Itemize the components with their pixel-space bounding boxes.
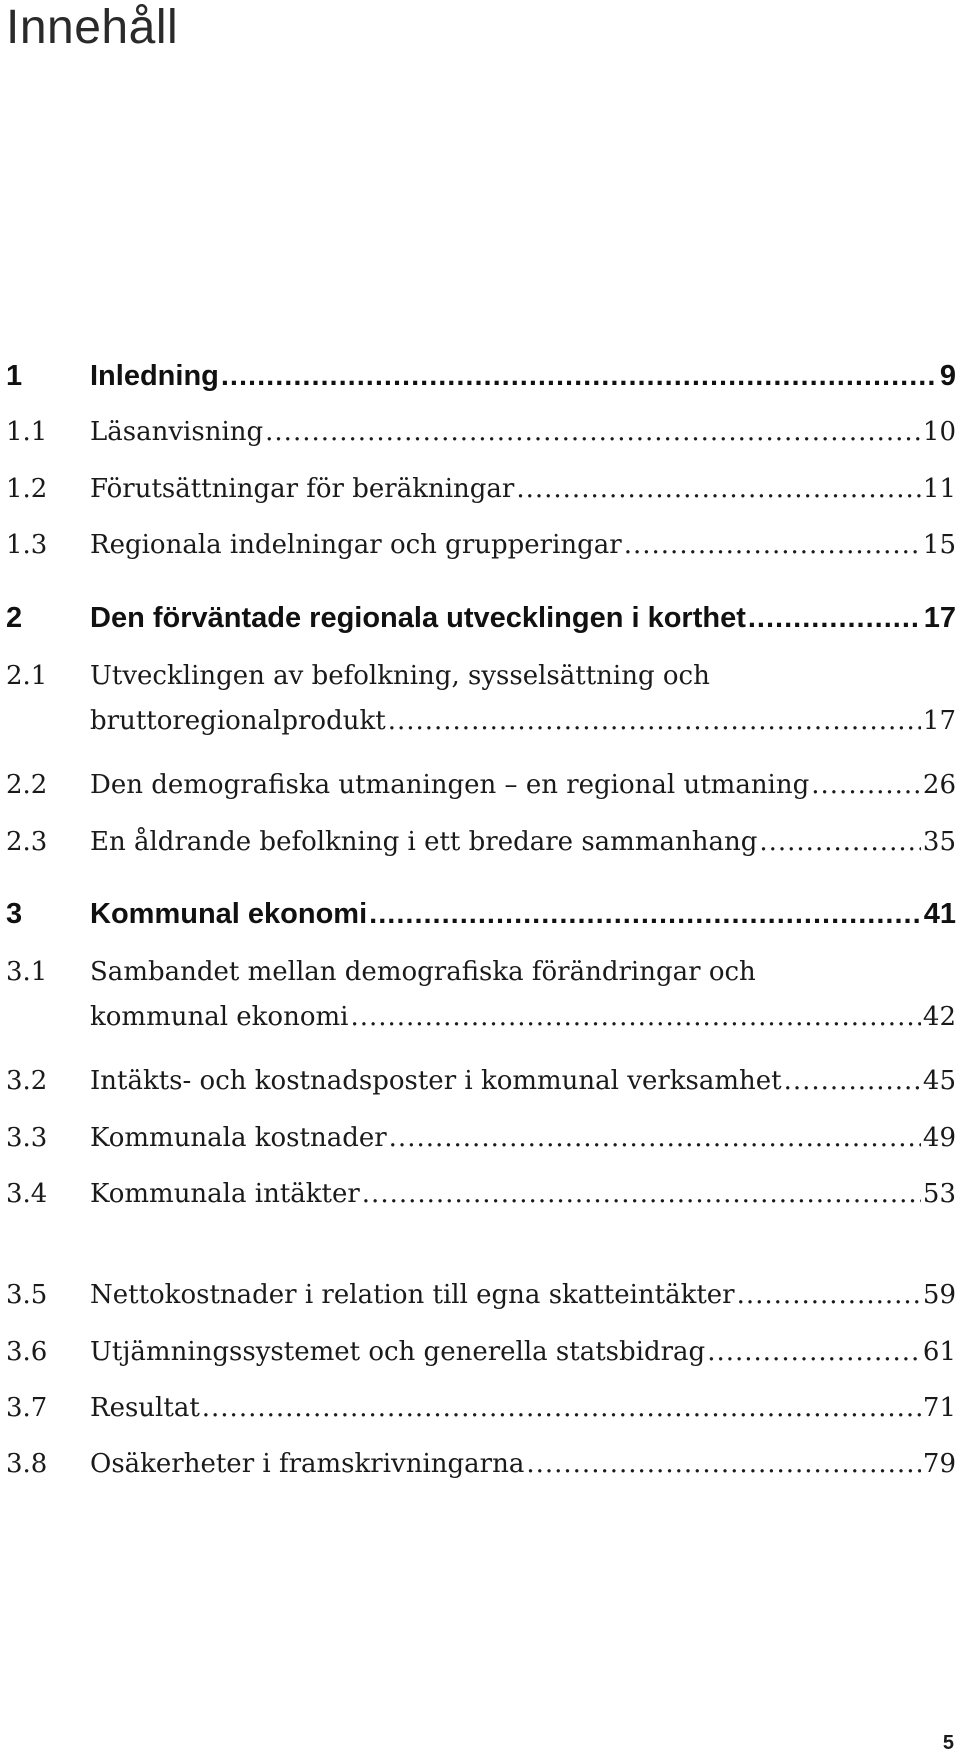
toc-leader-dots [389,1118,921,1158]
toc-entry-section-2-3[interactable] [6,822,956,862]
toc-page: 79 [922,1449,956,1479]
toc-number: 3.7 [6,1393,48,1423]
toc-page: 53 [922,1179,956,1209]
toc-entry-section-3-5[interactable] [6,1275,956,1315]
toc-page: 61 [922,1337,956,1367]
toc-title: Kommunal ekonomi [90,898,368,930]
toc-page: 10 [922,417,956,447]
toc-page: 9 [939,360,956,392]
toc-title: Kommunala kostnader [90,1123,387,1153]
toc-page: 15 [922,530,956,560]
toc-leader-dots [526,1444,921,1484]
toc-number: 2.1 [6,661,48,691]
toc-entry-section-2-1[interactable] [6,656,956,741]
toc-page: 49 [922,1123,956,1153]
toc-number: 1.2 [6,474,48,504]
toc-number: 2.3 [6,827,48,857]
toc-title: Regionala indelningar och grupperingar [90,530,622,560]
toc-title: Utvecklingen av befolkning, sysselsättning och [90,661,710,691]
toc-entry-section-3-1[interactable] [6,952,956,1037]
toc-entry-section-3-8[interactable] [6,1444,956,1484]
toc-title: Den demografiska utmaningen – en regional utmaning [90,770,810,800]
toc-leader-dots [202,1388,921,1428]
toc-leader-dots [784,1061,921,1101]
toc-title: Intäkts- och kostnadsposter i kommunal verksamhet [90,1066,782,1096]
toc-title: En åldrande befolkning i ett bredare sammanhang [90,827,758,857]
toc-number: 2 [6,602,23,634]
page-number: 5 [942,1732,954,1754]
toc-page: 41 [923,898,956,930]
toc-number: 1.3 [6,530,48,560]
toc-entry-section-3-4[interactable] [6,1174,956,1214]
toc-leader-dots [759,822,921,862]
toc-title-continued: bruttoregionalprodukt [90,706,386,736]
toc-title: Osäkerheter i framskrivningarna [90,1449,525,1479]
toc-page: 17 [922,706,956,736]
toc-leader-dots [350,997,920,1037]
toc-entry-section-1-3[interactable] [6,525,956,565]
toc-leader-dots [737,1275,921,1315]
toc-leader-dots [811,765,921,805]
toc-entry-section-1-1[interactable] [6,412,956,452]
toc-leader-dots [516,469,921,509]
toc-number: 3.6 [6,1337,48,1367]
toc-page: 11 [922,474,956,504]
toc-number: 1 [6,360,23,392]
toc-entry-section-3-7[interactable] [6,1388,956,1428]
page-title: Innehåll [6,1,179,54]
toc-number: 3.1 [6,957,48,987]
toc-page: 26 [922,770,956,800]
toc-page: 35 [922,827,956,857]
toc-entry-section-1-2[interactable] [6,469,956,509]
toc-title: Läsanvisning [90,417,264,447]
toc-entry-chapter-2[interactable] [6,598,956,638]
toc-leader-dots [707,1332,921,1372]
toc-title: Den förväntade regionala utvecklingen i korthet [90,602,746,634]
toc-entry-chapter-1[interactable] [6,356,956,396]
toc-number: 3.2 [6,1066,48,1096]
toc-number: 3.4 [6,1179,48,1209]
toc-entry-section-2-2[interactable] [6,765,956,805]
toc-leader-dots [369,894,922,934]
toc-number: 3.5 [6,1280,48,1310]
toc-number: 3.3 [6,1123,48,1153]
toc-page: 42 [922,1002,956,1032]
toc-page: 17 [923,602,956,634]
toc-leader-dots [388,701,921,741]
toc-title: Förutsättningar för beräkningar [90,474,515,504]
toc-title: Kommunala intäkter [90,1179,360,1209]
toc-leader-dots [221,356,938,396]
toc-entry-chapter-3[interactable] [6,894,956,934]
toc-number: 2.2 [6,770,48,800]
toc-number: 1.1 [6,417,48,447]
toc-page: 71 [922,1393,956,1423]
toc-title: Utjämningssystemet och generella statsbidrag [90,1337,706,1367]
toc-title: Sambandet mellan demografiska förändringar och [90,957,756,987]
toc-title: Resultat [90,1393,200,1423]
toc-entry-section-3-6[interactable] [6,1332,956,1372]
toc-page: 59 [922,1280,956,1310]
toc-leader-dots [362,1174,921,1214]
toc-page: 45 [922,1066,956,1096]
toc-leader-dots [265,412,921,452]
toc-entry-section-3-3[interactable] [6,1118,956,1158]
toc-entry-section-3-2[interactable] [6,1061,956,1101]
toc-number: 3.8 [6,1449,48,1479]
toc-title: Inledning [90,360,219,392]
toc-leader-dots [748,598,922,638]
toc-leader-dots [624,525,921,565]
toc-title: Nettokostnader i relation till egna skatteintäkter [90,1280,735,1310]
toc-number: 3 [6,898,23,930]
toc-title-continued: kommunal ekonomi [90,1002,349,1032]
